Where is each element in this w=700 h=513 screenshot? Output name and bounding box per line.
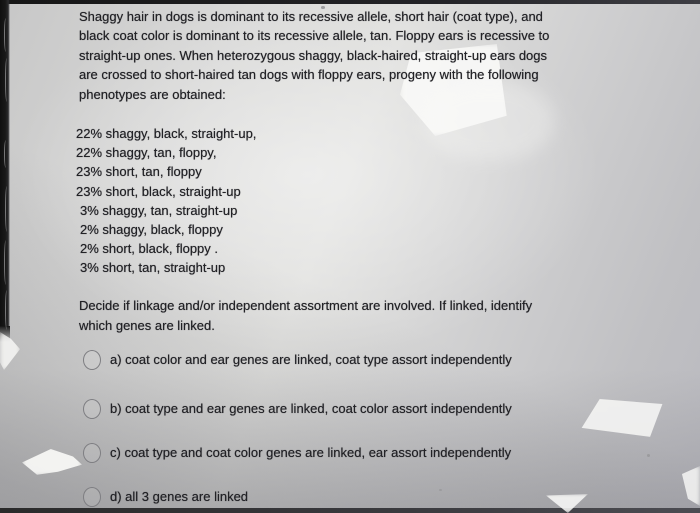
glare-reflection: [575, 395, 670, 440]
dust-speck: [647, 454, 650, 457]
phenotype-item: 22% shaggy, black, straight-up,: [76, 126, 257, 141]
answer-option-b[interactable]: [83, 398, 512, 419]
question-text-line: Shaggy hair in dogs is dominant to its recessive allele, short hair (coat type), and: [79, 9, 543, 24]
answer-option-a[interactable]: [83, 349, 512, 370]
glare-reflection: [678, 466, 700, 506]
question-text-line: straight-up ones. When heterozygous shaggy, black-haired, straight-up ears dogs: [79, 47, 548, 63]
phenotype-item: 2% short, black, floppy .: [80, 241, 219, 257]
prompt-text-line: which genes are linked.: [79, 317, 215, 333]
page-edge-highlight: [5, 58, 9, 102]
phenotype-item: 2% shaggy, black, floppy: [80, 222, 223, 238]
option-label: d) all 3 genes are linked: [110, 489, 249, 504]
radio-button[interactable]: [83, 399, 101, 419]
page-edge-highlight: [4, 18, 8, 52]
answer-option-c[interactable]: [83, 442, 511, 463]
prompt-text-line: Decide if linkage and/or independent assortment are involved. If linked, identify: [79, 298, 533, 313]
radio-button[interactable]: [83, 350, 101, 370]
page-edge-highlight: [5, 186, 9, 232]
radio-button[interactable]: [83, 443, 101, 463]
glare-reflection: [22, 446, 82, 476]
option-label: a) coat color and ear genes are linked, coat type assort independently: [110, 352, 512, 367]
phenotype-item: 23% short, black, straight-up: [76, 183, 241, 199]
question-prompt: [79, 296, 532, 335]
dust-speck: [439, 489, 442, 491]
question-text-line: are crossed to short-haired tan dogs with floppy ears, progeny with the following: [79, 67, 539, 83]
photo-edge-bottom: [0, 508, 700, 513]
page-edge-highlight: [4, 140, 8, 168]
page-edge-highlight: [5, 290, 9, 330]
phenotype-item: 3% short, tan, straight-up: [80, 260, 226, 276]
photo-edge-top: [0, 0, 700, 4]
option-label: c) coat type and coat color genes are linked, ear assort independently: [110, 445, 512, 460]
phenotype-list: [76, 124, 256, 278]
answer-option-d[interactable]: [83, 486, 248, 507]
question-paragraph: [79, 7, 549, 104]
question-text-line: phenotypes are obtained:: [79, 86, 226, 102]
radio-button[interactable]: [83, 487, 101, 507]
phenotype-item: 3% shaggy, tan, straight-up: [80, 202, 238, 218]
option-label: b) coat type and ear genes are linked, coat color assort independently: [110, 401, 512, 416]
glare-reflection: [0, 332, 20, 370]
page-edge-highlight: [4, 240, 8, 285]
phenotype-item: 22% shaggy, tan, floppy,: [76, 145, 217, 161]
question-text-line: black coat color is dominant to its recessive allele, tan. Floppy ears is recessive to: [79, 28, 550, 44]
phenotype-item: 23% short, tan, floppy: [76, 164, 202, 180]
